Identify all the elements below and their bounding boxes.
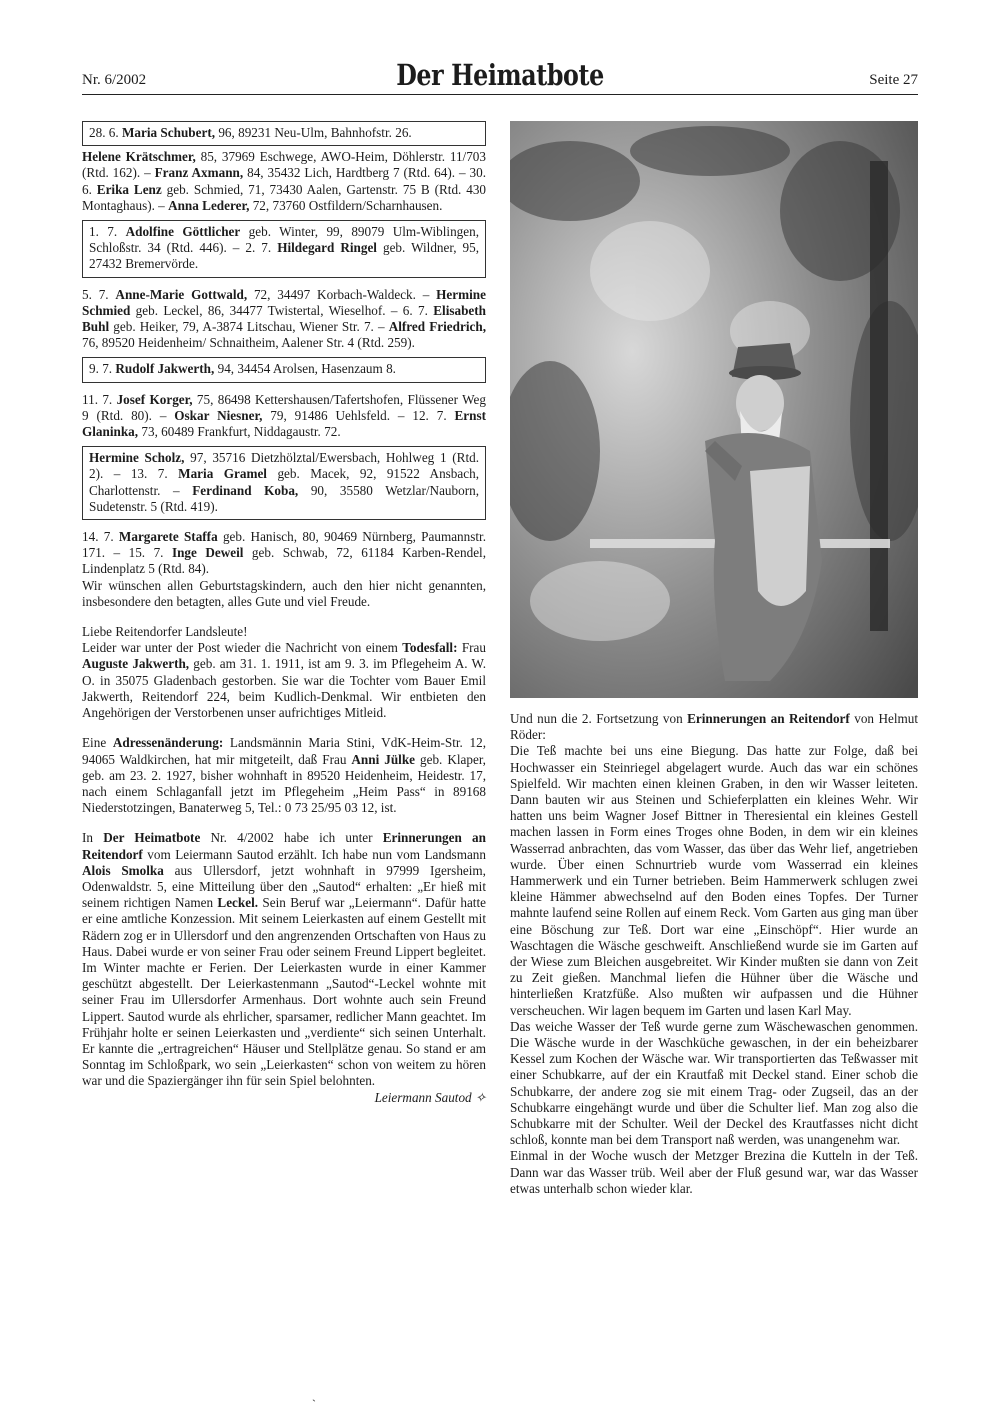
bold-term: Der Heimatbote <box>103 830 201 846</box>
birthday-name: Franz Axmann, <box>154 165 244 181</box>
issue-number: Nr. 6/2002 <box>82 72 147 88</box>
notice-greeting: Liebe Reitendorfer Landsleute! <box>82 624 248 640</box>
birthday-name: Maria Gramel <box>178 466 267 482</box>
text-segment: Eine <box>82 735 113 751</box>
birthday-name: Alfred Friedrich, <box>388 319 486 335</box>
birthday-date: 9. 7. <box>89 361 116 377</box>
birthday-name: Hermine Scholz, <box>89 450 185 466</box>
text-segment: geb. Klaper, geb. am 23. 2. 1927, bisher wohnhaft in 89520 Heidenheim, Heidestr. 17, nach einem Schlaganfall jetzt im Pflegeheim „Heim Pass“ in 89168 Niederstotzingen, Banaterweg 5, Tel.: 0 73 25/95 03 12, ist. <box>82 751 486 816</box>
birthday-name: Inge Deweil <box>171 545 244 561</box>
birthday-name: Helene Krätschmer, <box>82 149 196 165</box>
text-segment: aus Ullersdorf, jetzt wohnhaft in 97999 Igersheim, Odenwaldstr. 5, eine Mitteilung über den „Sautod“ erhalten: „Er hieß mit seinem richtigen Namen <box>82 862 486 911</box>
birthday-details: 79, 91486 Uehlsfeld. – 12. 7. <box>262 407 455 423</box>
birthday-box-1 <box>82 121 486 146</box>
bold-term: Erinnerungen an Reitendorf <box>687 711 850 726</box>
birthday-details: geb. Hanisch, 80, 90469 Nürnberg, Paumannstr. 171. – 15. 7. <box>82 529 486 561</box>
masthead-title: Der Heimatbote <box>396 58 604 92</box>
birthday-details: 73, 60489 Frankfurt, Niddagaustr. 72. <box>138 424 341 440</box>
leiermann-article <box>82 830 486 1105</box>
birthday-name: Maria Schubert, <box>121 125 216 140</box>
bold-term: Erinnerungen an Reitendorf <box>82 830 486 862</box>
birthday-name: Hildegard Ringel <box>277 240 377 256</box>
address-change-notice <box>82 735 486 816</box>
birthday-name: Hermine Schmied <box>82 286 486 318</box>
bold-term: Alois Smolka <box>82 862 164 878</box>
birthday-name: Margarete Staffa <box>118 529 218 545</box>
birthday-details: 96, 89231 Neu-Ulm, Bahnhofstr. 26. <box>215 125 412 140</box>
birthday-name: Adolfine Göttlicher <box>125 224 241 240</box>
birthday-date: 28. 6. <box>89 125 119 140</box>
memories-paragraph-2: Das weiche Wasser der Teß wurde gerne zum Wäschewaschen genommen. Die Wäsche wurde in der Waschküche gewaschen, in der ein beheizbarer Kessel zum Kochen der Wäsche war. Wir transportierten das Teßwasser mit einer Schubkarre, auf der ein Krautfaß mit Deckel stand. Einer schob die Schubkarre, der andere zog sie mit einem Trag- oder Zugseil, das an der Schubkarre eingehängt wurde und über die Schulter lief. Man zog also die Schubkarre mit der Schulter. Weil der Deckel des Krautfasses nicht dicht schloß, konnte man bei dem Transport naß werden, was unangenehm war. <box>510 1018 918 1148</box>
text-segment: von Helmut Röder: <box>510 711 918 743</box>
page-number: Seite 27 <box>869 72 918 88</box>
birthday-paragraph-1 <box>82 149 486 214</box>
text-segment: Sein Beruf war „Leiermann“. Dafür hatte er eine amtliche Konzession. Mit seinem Leierkasten auf einem Gestellt mit Rädern zog er in Ullersdorf und den angrenzenden Ortschaften von Haus zu Haus. Dabei wurde er von seiner Frau oder seinem Freund Lippert begleitet. Im Winter machte er Ferien. Der Leierkasten wurde in einer Kammer geschützt abgestellt. Der Leierkastenmann „Sautod“-Leckel wohnte mit seiner Frau im Ullersdorfer Armenhaus. Dort wohnte auch sein Freund Lippert. Sautod wurde als ehrlicher, sparsamer, redlicher Mann geachtet. Im Frühjahr holte er seinen Leierkasten und „verdiente“ sich seinen Unterhalt. Er kannte die „ertragreichen“ Häuser und Stellplätze genau. So stand er am Sonntag im Schloßpark, wo sein „Leierkasten“ schon von weitem zu hören war und die Spaziergänger ihn für sein Spiel belohnten. <box>82 895 486 1089</box>
text-segment: Landsmännin Maria Stini, VdK-Heim-Str. 12, 94065 Waldkirchen, hat mir mitgeteilt, daß Frau <box>82 735 486 767</box>
birthday-box-3 <box>82 357 486 382</box>
text-segment: In <box>82 830 104 846</box>
birthday-date: 14. 7. <box>82 529 119 545</box>
text-segment: vom Leiermann Sautod erzählt. Ich habe nun vom Landsmann <box>142 846 486 862</box>
birthday-date: 1. 7. <box>89 224 126 240</box>
birthday-details: geb. Leckel, 86, 34477 Twistertal, Wieselhof. – 6. 7. <box>130 302 434 318</box>
birthday-details: geb. Wildner, 95, 27432 Bremervörde. <box>89 240 480 272</box>
page-header <box>82 58 918 95</box>
birthday-details: 85, 37969 Eschwege, AWO-Heim, Döhlerstr. 11/703 (Rtd. 162). – <box>82 149 486 181</box>
birthday-name: Anne-Marie Gottwald, <box>115 286 248 302</box>
bold-term: Leckel. <box>217 895 259 911</box>
birthday-details: 84, 35432 Lich, Hardtberg 7 (Rtd. 64). – 30. 6. <box>82 165 486 197</box>
birthday-name: Rudolf Jakwerth, <box>115 361 215 377</box>
birthday-date: 11. 7. <box>82 391 117 407</box>
birthday-wish: Wir wünschen allen Geburtstagskindern, auch den hier nicht genannten, insbesondere den betagten, alles Gute und viel Freude. <box>82 577 486 609</box>
birthday-paragraph-2 <box>82 287 486 352</box>
text-segment: Leider war unter der Post wieder die Nachricht von einem <box>82 640 403 656</box>
birthday-details: geb. Schwab, 72, 61184 Karben-Rendel, Lindenplatz 5 (Rtd. 84). <box>82 545 487 577</box>
birthday-paragraph-3 <box>82 392 486 441</box>
birthday-date: 5. 7. <box>82 286 116 302</box>
historic-photo <box>510 121 918 698</box>
bold-term: Anni Jülke <box>351 751 416 767</box>
birthday-name: Josef Korger, <box>116 391 193 407</box>
birthday-details: geb. Macek, 92, 91522 Ansbach, Charlottenstr. – <box>89 466 479 498</box>
text-segment: Und nun die 2. Fortsetzung von <box>510 711 688 726</box>
bold-term: Adressenänderung: <box>112 735 224 751</box>
birthday-details: 94, 34454 Arolsen, Hasenzaum 8. <box>214 361 396 377</box>
memories-intro <box>510 711 918 743</box>
birthday-details: geb. Heiker, 79, A-3874 Litschau, Wiener Str. 7. – <box>109 319 389 335</box>
bold-term: Todesfall: <box>402 640 458 656</box>
birthday-name: Elisabeth Buhl <box>82 302 486 335</box>
article-signature: Leiermann Sautod ✧ <box>374 1089 486 1105</box>
death-notice <box>82 640 486 721</box>
stray-mark: ˏ <box>312 1388 316 1402</box>
memories-paragraph-1: Die Teß machte bei uns eine Biegung. Das hatte zur Folge, daß bei Hochwasser ein Steinriegel abgelagert wurde. Auch das war ein schönes Spielfeld. Wir machten einen kleinen Graben, in den wir Wasser leiteten. Dann bauten wir aus Steinen und Schieferplatten ein kleines Wehr. Wir hatten uns beim Wagner Josef Bittner in Theresiental ein kleines Gestell machen lassen in Form eines Troges ohne Boden, in dem wir ein kleines Wasserrad anbrachten, das vom Wasser, das über das Wehr lief, angetrieben wurde. Über einen Schnurtrieb wurde vom Wasserrad ein kleines Hammerwerk und ein Turner betrieben. Beim Hammerwerk schlugen zwei kleine Hämmer abwechselnd auf den Boden eines Topfes. Der Turner mahnte laufend seine Rollen auf einem Reck. Vom Garten aus ging man über eine Böschung zur Teß. Dort war eine „Einschöpf“. Hier wurde an Waschtagen die Wäsche geschweift. Anschließend wurde sie im Garten auf der Wiese zum Bleichen ausgebreitet. Wir Kinder mußten sie dann von Zeit zu Zeit gießen. Manchmal liefen die Hühner über die Wäsche und hinterließen Kratzfüße. Also mußten wir aufpassen und die Hühner verscheuchen. Wir lagen bequem im Garten und lasen Karl May. <box>510 743 918 1018</box>
text-segment: geb. am 31. 1. 1911, ist am 9. 3. im Pflegeheim A. W. O. in 35075 Gladenbach gestorben. Sie war die Tochter vom Bauer Emil Jakwerth, Reitendorf 224, beim Kudlich-Denkmal. Wir entbieten den Angehörigen der Verstorbenen unser aufrichtiges Mitleid. <box>82 656 486 721</box>
birthday-details: 72, 34497 Korbach-Waldeck. – <box>247 286 437 302</box>
birthday-details: 97, 35716 Dietzhölztal/Ewersbach, Hohlweg 1 (Rtd. 2). – 13. 7. <box>89 450 480 482</box>
birthday-details: geb. Schmied, 71, 73430 Aalen, Gartenstr. 75 B (Rtd. 430 Montaghaus). – <box>82 181 487 213</box>
birthday-name: Anna Lederer, <box>168 197 250 213</box>
memories-paragraph-3: Einmal in der Woche wusch der Metzger Brezina die Kutteln in der Teß. Dann war das Wasser trüb. Weil aber der Fluß gesund war, war das Wasser etwas unterhalb schon wieder klar. <box>510 1148 918 1196</box>
birthday-details: 75, 86498 Kettershausen/Tafertshofen, Flüssener Weg 9 (Rtd. 80). – <box>82 391 486 423</box>
birthday-name: Ferdinand Koba, <box>192 482 299 498</box>
text-segment: Nr. 4/2002 habe ich unter <box>200 830 383 846</box>
photo-illustration <box>510 121 918 698</box>
right-column <box>510 711 918 1197</box>
birthday-name: Erika Lenz <box>96 181 162 197</box>
birthday-details: geb. Winter, 99, 89079 Ulm-Wiblingen, Schloßstr. 34 (Rtd. 446). – 2. 7. <box>89 224 479 256</box>
birthday-details: 76, 89520 Heidenheim/ Schnaitheim, Aalener Str. 4 (Rtd. 259). <box>82 335 415 351</box>
birthday-box-4 <box>82 446 486 520</box>
left-column <box>82 121 486 1106</box>
birthday-name: Ernst Glaninka, <box>82 407 486 440</box>
birthday-paragraph-4 <box>82 529 486 578</box>
birthday-name: Oskar Niesner, <box>174 407 263 423</box>
bold-term: Auguste Jakwerth, <box>82 656 190 672</box>
birthday-details: 72, 73760 Ostfildern/Scharnhausen. <box>249 197 443 213</box>
birthday-box-2 <box>82 220 486 278</box>
text-segment: Frau <box>457 640 486 656</box>
birthday-details: 90, 35580 Wetzlar/Nauborn, Sudetenstr. 5 (Rtd. 419). <box>89 482 479 514</box>
